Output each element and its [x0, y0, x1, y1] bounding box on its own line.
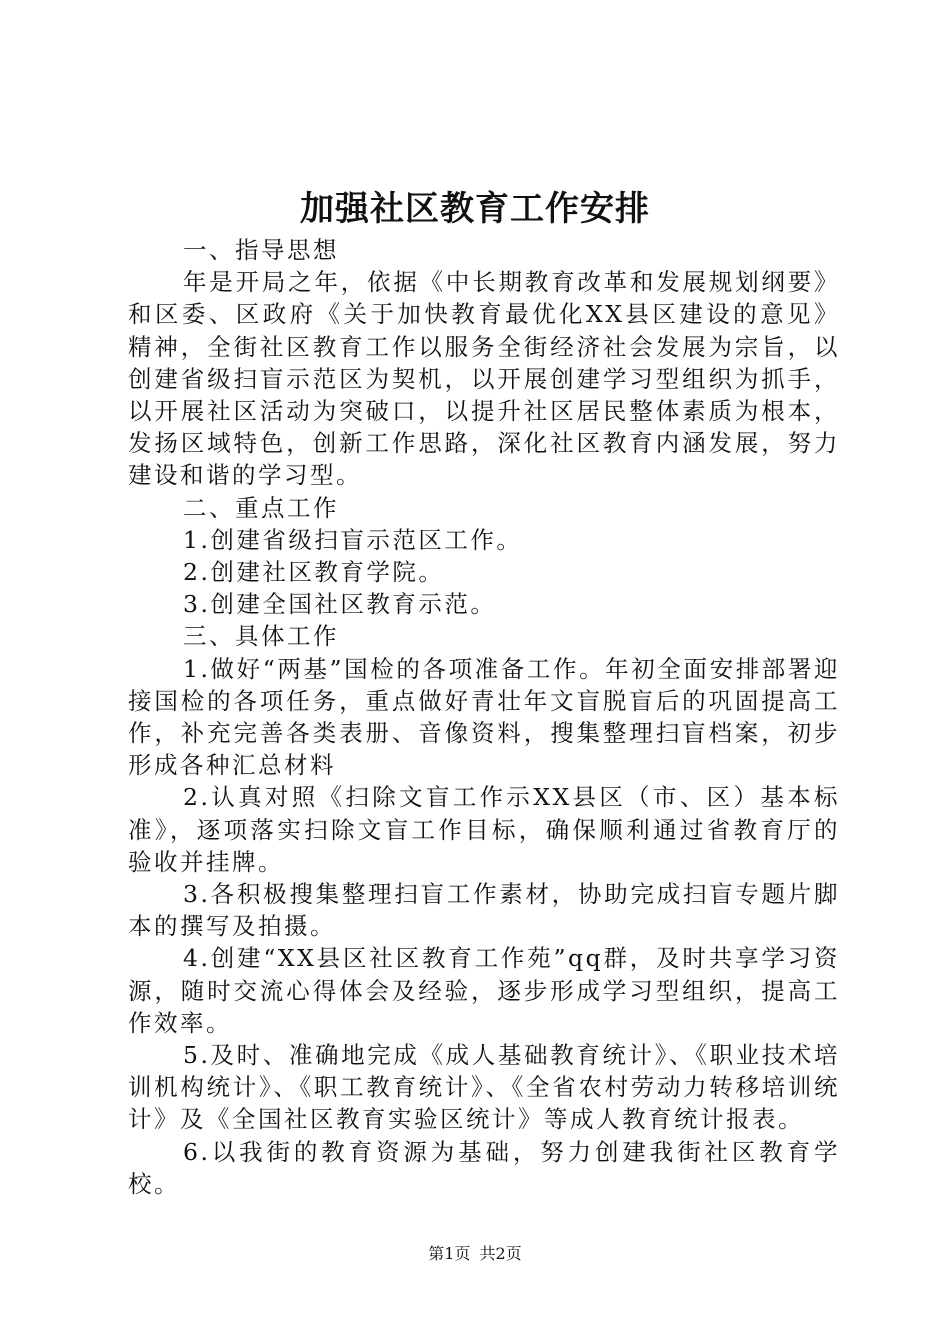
document-title: 加强社区教育工作安排 [300, 189, 650, 229]
body-paragraph: 年是开局之年，依据《中长期教育改革和发展规划纲要》和区委、区政府《关于加快教育最优化XX县区建设的意见》精神，全街社区教育工作以服务全街经济社会发展为宗旨，以创建省级扫盲示范区为契机，以开展创建学习型组织为抓手，以开展社区活动为突破口，以提升社区居民整体素质为根本，发扬区域特色，创新工作思路，深化社区教育内涵发展，努力建设和谐的学习型。 [128, 268, 840, 490]
list-item: 3.创建全国社区教育示范。 [183, 590, 497, 619]
page-total: 共2页 [479, 1244, 522, 1263]
list-item: 5.及时、准确地完成《成人基础教育统计》、《职业技术培训机构统计》、《职工教育统计》、《全省农村劳动力转移培训统计》及《全国社区教育实验区统计》等成人教育统计报表。 [128, 1041, 840, 1134]
document-body [128, 234, 840, 1200]
list-item: 1.创建省级扫盲示范区工作。 [183, 525, 523, 554]
list-item: 4.创建“XX县区社区教育工作苑”qq群，及时共享学习资源，随时交流心得体会及经验，逐步形成学习型组织，提高工作效率。 [128, 944, 840, 1037]
section-heading: 二、重点工作 [183, 493, 339, 522]
list-item: 3.各积极搜集整理扫盲工作素材，协助完成扫盲专题片脚本的撰写及拍摄。 [128, 880, 840, 941]
list-item: 1.做好“两基”国检的各项准备工作。年初全面安排部署迎接国检的各项任务，重点做好青壮年文盲脱盲后的巩固提高工作，补充完善各类表册、音像资料，搜集整理扫盲档案，初步形成各种汇总材料 [128, 654, 840, 780]
list-item: 6.以我街的教育资源为基础，努力创建我街社区教育学校。 [128, 1137, 840, 1198]
section-heading: 三、具体工作 [183, 622, 339, 651]
section-heading: 一、指导思想 [183, 236, 339, 264]
page-number: 第1页 [428, 1244, 471, 1263]
list-item: 2.认真对照《扫除文盲工作示XX县区（市、区）基本标准》，逐项落实扫除文盲工作目标，确保顺利通过省教育厅的验收并挂牌。 [128, 783, 840, 876]
page-footer [0, 1244, 950, 1264]
list-item: 2.创建社区教育学院。 [183, 558, 445, 587]
